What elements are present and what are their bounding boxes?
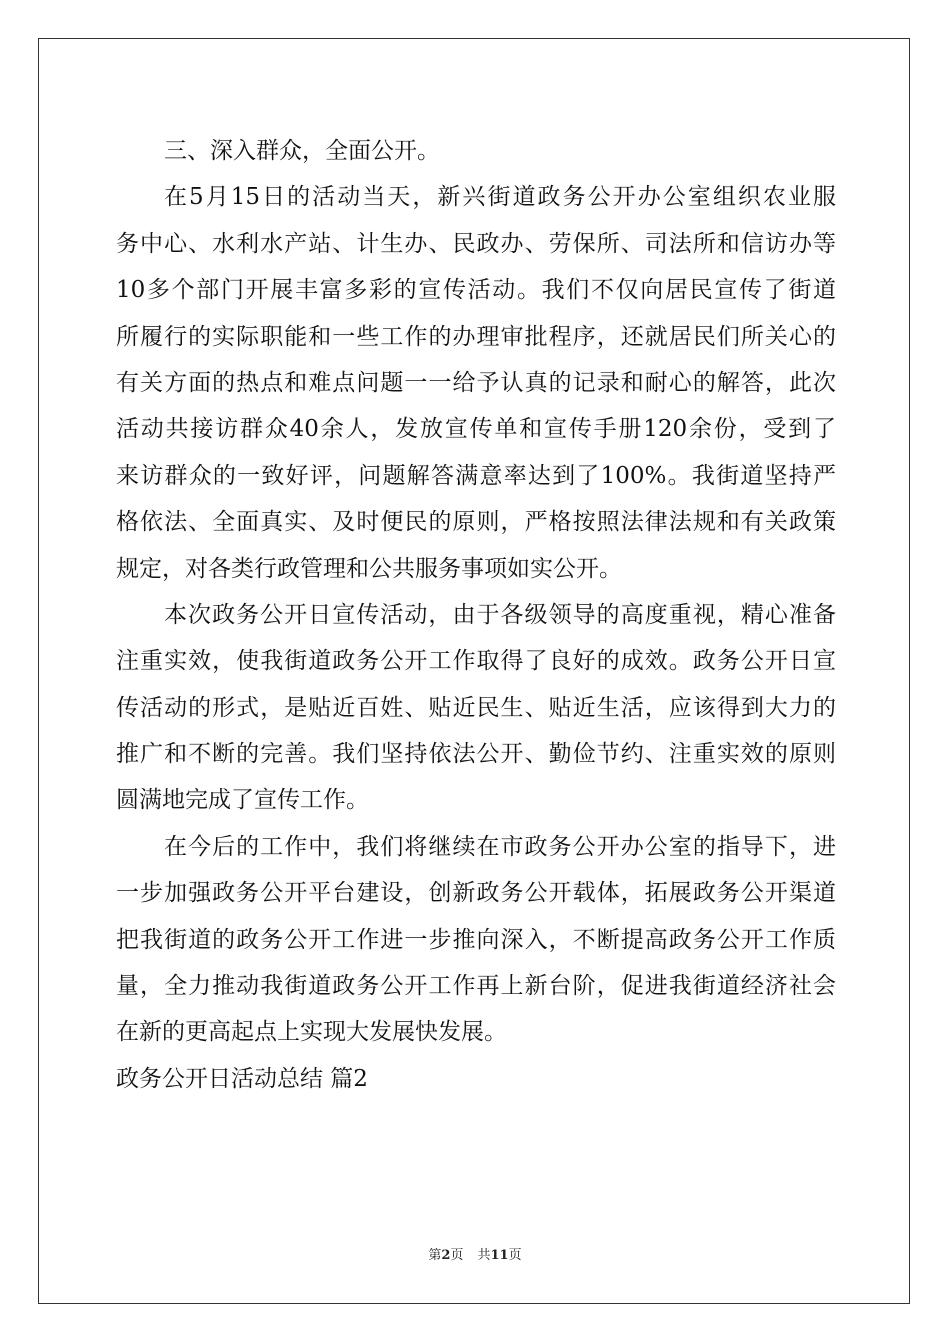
paragraph-line: 有关方面的热点和难点问题一一给予认真的记录和耐心的解答，此次 [116, 369, 836, 396]
paragraph-line: 在今后的工作中，我们将继续在市政务公开办公室的指导下，进 [164, 833, 836, 860]
paragraph-line: 来访群众的一致好评，问题解答满意率达到了100%。我街道坚持严 [116, 462, 836, 489]
paragraph-line: 传活动的形式，是贴近百姓、贴近民生、贴近生活，应该得到大力的 [116, 694, 836, 721]
paragraph-line: 务中心、水利水产站、计生办、民政办、劳保所、司法所和信访办等 [116, 230, 836, 257]
paragraph-line: 本次政务公开日宣传活动，由于各级领导的高度重视，精心准备 [164, 601, 836, 628]
paragraph-future-work [116, 824, 836, 1056]
page-number-suffix: 页 [450, 1248, 464, 1263]
paragraph-line: 活动共接访群众40余人，发放宣传单和宣传手册120余份，受到了 [116, 416, 836, 443]
section-heading: 政务公开日活动总结 篇2 [116, 1065, 368, 1092]
paragraph-line: 量，全力推动我街道政务公开工作再上新台阶，促进我街道经济社会 [116, 973, 836, 1000]
paragraph-line: 三、深入群众，全面公开。 [164, 138, 440, 164]
paragraph-summary [116, 592, 836, 824]
document-body [116, 128, 836, 1102]
paragraph-line: 格依法、全面真实、及时便民的原则，严格按照法律法规和有关政策 [116, 509, 836, 536]
paragraph-section-3-heading [116, 128, 836, 174]
paragraph-line: 10多个部门开展丰富多彩的宣传活动。我们不仅向居民宣传了街道 [116, 277, 836, 304]
page-footer [0, 1244, 950, 1263]
paragraph-line: 圆满地完成了宣传工作。 [116, 787, 369, 814]
total-pages-prefix: 共 [477, 1248, 491, 1263]
total-pages: 11 [490, 1248, 509, 1263]
total-pages-suffix: 页 [508, 1248, 522, 1263]
paragraph-line: 所履行的实际职能和一些工作的办理审批程序，还就居民们所关心的 [116, 323, 836, 350]
paragraph-line: 把我街道的政务公开工作进一步推向深入，不断提高政务公开工作质 [116, 926, 836, 953]
paragraph-line: 推广和不断的完善。我们坚持依法公开、勤俭节约、注重实效的原则 [116, 741, 836, 768]
paragraph-line: 在5月15日的活动当天，新兴街道政务公开办公室组织农业服 [164, 184, 836, 211]
page-number-prefix: 第 [428, 1248, 442, 1263]
paragraph-line: 规定，对各类行政管理和公共服务事项如实公开。 [116, 555, 622, 582]
page-number: 2 [441, 1248, 451, 1263]
paragraph-line: 注重实效，使我街道政务公开工作取得了良好的成效。政务公开日宣 [116, 648, 836, 675]
paragraph-activity-day [116, 174, 836, 592]
paragraph-line: 在新的更高起点上实现大发展快发展。 [116, 1019, 507, 1046]
paragraph-line: 一步加强政务公开平台建设，创新政务公开载体，拓展政务公开渠道 [116, 880, 836, 907]
